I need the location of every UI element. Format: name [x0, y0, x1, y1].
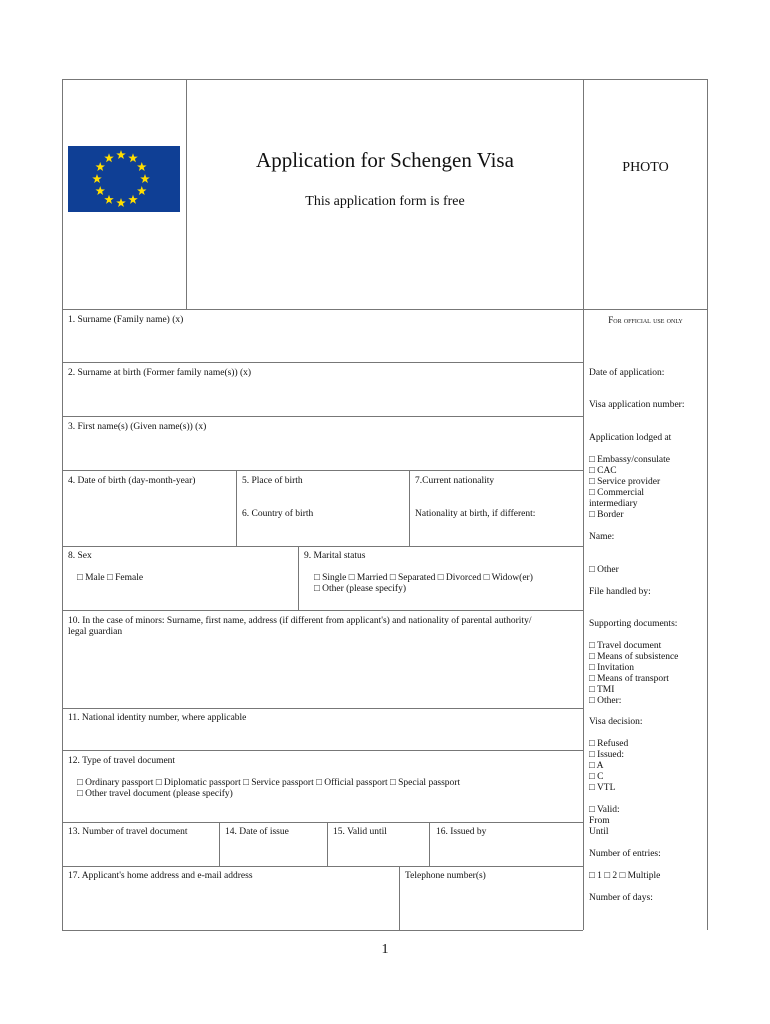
valid-until: Until — [589, 827, 609, 837]
star-icon — [128, 153, 138, 162]
field-national-id[interactable]: 11. National identity number, where applicable — [68, 713, 247, 723]
field-date-of-birth[interactable]: 4. Date of birth (day-month-year) — [68, 476, 196, 486]
field-valid-until[interactable]: 15. Valid until — [333, 827, 387, 837]
field-minors-line2: legal guardian — [68, 627, 123, 637]
travel-doc-options-row1[interactable]: □ Ordinary passport □ Diplomatic passport □ Service passport □ Official passport □ Special passport — [77, 778, 461, 788]
lodged-option: intermediary — [589, 499, 638, 509]
lodged-option[interactable]: □ Border — [589, 510, 624, 520]
official-supporting-docs: Supporting documents: — [589, 619, 678, 629]
star-icon — [137, 186, 147, 195]
supporting-options[interactable] — [589, 641, 678, 707]
decision-option[interactable]: □ VTL — [589, 783, 616, 793]
support-option[interactable]: □ TMI — [589, 685, 615, 695]
support-option[interactable]: □ Travel document — [589, 641, 662, 651]
star-icon — [140, 174, 150, 183]
official-file-handled: File handled by: — [589, 587, 651, 597]
official-visa-number: Visa application number: — [589, 400, 685, 410]
lodged-option[interactable]: □ Embassy/consulate — [589, 455, 670, 465]
valid-block[interactable] — [589, 805, 620, 838]
official-number-of-entries: Number of entries: — [589, 849, 661, 859]
field-home-address[interactable]: 17. Applicant's home address and e-mail address — [68, 871, 253, 881]
official-visa-decision: Visa decision: — [589, 717, 643, 727]
decision-options[interactable] — [589, 739, 628, 794]
lodged-option[interactable]: □ CAC — [589, 466, 617, 476]
official-lodged-at: Application lodged at — [589, 433, 672, 443]
form-subtitle: This application form is free — [305, 194, 465, 209]
support-option[interactable]: □ Means of subsistence — [589, 652, 679, 662]
eu-flag — [68, 146, 180, 212]
valid-from: From — [589, 816, 610, 826]
support-option[interactable]: □ Other: — [589, 696, 622, 706]
marital-options-row2[interactable]: □ Other (please specify) — [314, 584, 406, 594]
decision-option[interactable]: □ Issued: — [589, 750, 625, 760]
official-date-of-application: Date of application: — [589, 368, 665, 378]
official-name: Name: — [589, 532, 615, 542]
form-title: Application for Schengen Visa — [256, 148, 514, 172]
star-icon — [104, 195, 114, 204]
field-place-of-birth[interactable]: 5. Place of birth — [242, 476, 303, 486]
star-icon — [95, 186, 105, 195]
lodged-options[interactable] — [589, 455, 670, 521]
eu-stars-icon — [68, 146, 180, 212]
star-icon — [116, 150, 126, 159]
field-travel-doc-type: 12. Type of travel document — [68, 756, 176, 766]
decision-option[interactable]: □ Refused — [589, 739, 629, 749]
field-country-of-birth[interactable]: 6. Country of birth — [242, 509, 314, 519]
sex-options[interactable]: □ Male □ Female — [77, 573, 144, 583]
field-surname-at-birth[interactable]: 2. Surname at birth (Former family name(s)) (x) — [68, 368, 252, 378]
field-surname[interactable]: 1. Surname (Family name) (x) — [68, 315, 184, 325]
official-other[interactable]: □ Other — [589, 565, 619, 575]
field-telephone[interactable]: Telephone number(s) — [405, 871, 486, 881]
field-sex-label: 8. Sex — [68, 551, 92, 561]
support-option[interactable]: □ Means of transport — [589, 674, 669, 684]
star-icon — [95, 162, 105, 171]
field-issued-by[interactable]: 16. Issued by — [436, 827, 487, 837]
field-current-nationality[interactable]: 7.Current nationality — [415, 476, 495, 486]
star-icon — [128, 195, 138, 204]
star-icon — [116, 198, 126, 207]
field-date-of-issue[interactable]: 14. Date of issue — [225, 827, 289, 837]
support-option[interactable]: □ Invitation — [589, 663, 635, 673]
field-nationality-at-birth[interactable]: Nationality at birth, if different: — [415, 509, 536, 519]
decision-option[interactable]: □ C — [589, 772, 604, 782]
field-minors-line1[interactable]: 10. In the case of minors: Surname, first name, address (if different from applicant's) and nationality of parental authority/ — [68, 616, 532, 626]
decision-option[interactable]: □ A — [589, 761, 604, 771]
official-use-heading: For official use only — [608, 315, 683, 325]
star-icon — [104, 153, 114, 162]
marital-options-row1[interactable]: □ Single □ Married □ Separated □ Divorced □ Widow(er) — [314, 573, 533, 583]
valid-option[interactable]: □ Valid: — [589, 805, 620, 815]
travel-doc-options-row2[interactable]: □ Other travel document (please specify) — [77, 789, 233, 799]
field-travel-doc-number[interactable]: 13. Number of travel document — [68, 827, 188, 837]
field-first-names[interactable]: 3. First name(s) (Given name(s)) (x) — [68, 422, 207, 432]
official-number-of-days: Number of days: — [589, 893, 653, 903]
photo-box-label: PHOTO — [622, 160, 669, 175]
star-icon — [92, 174, 102, 183]
entries-options[interactable]: □ 1 □ 2 □ Multiple — [589, 871, 661, 881]
page-number: 1 — [381, 942, 389, 957]
star-icon — [137, 162, 147, 171]
lodged-option[interactable]: □ Service provider — [589, 477, 661, 487]
lodged-option[interactable]: □ Commercial — [589, 488, 645, 498]
field-marital-status-label: 9. Marital status — [304, 551, 366, 561]
